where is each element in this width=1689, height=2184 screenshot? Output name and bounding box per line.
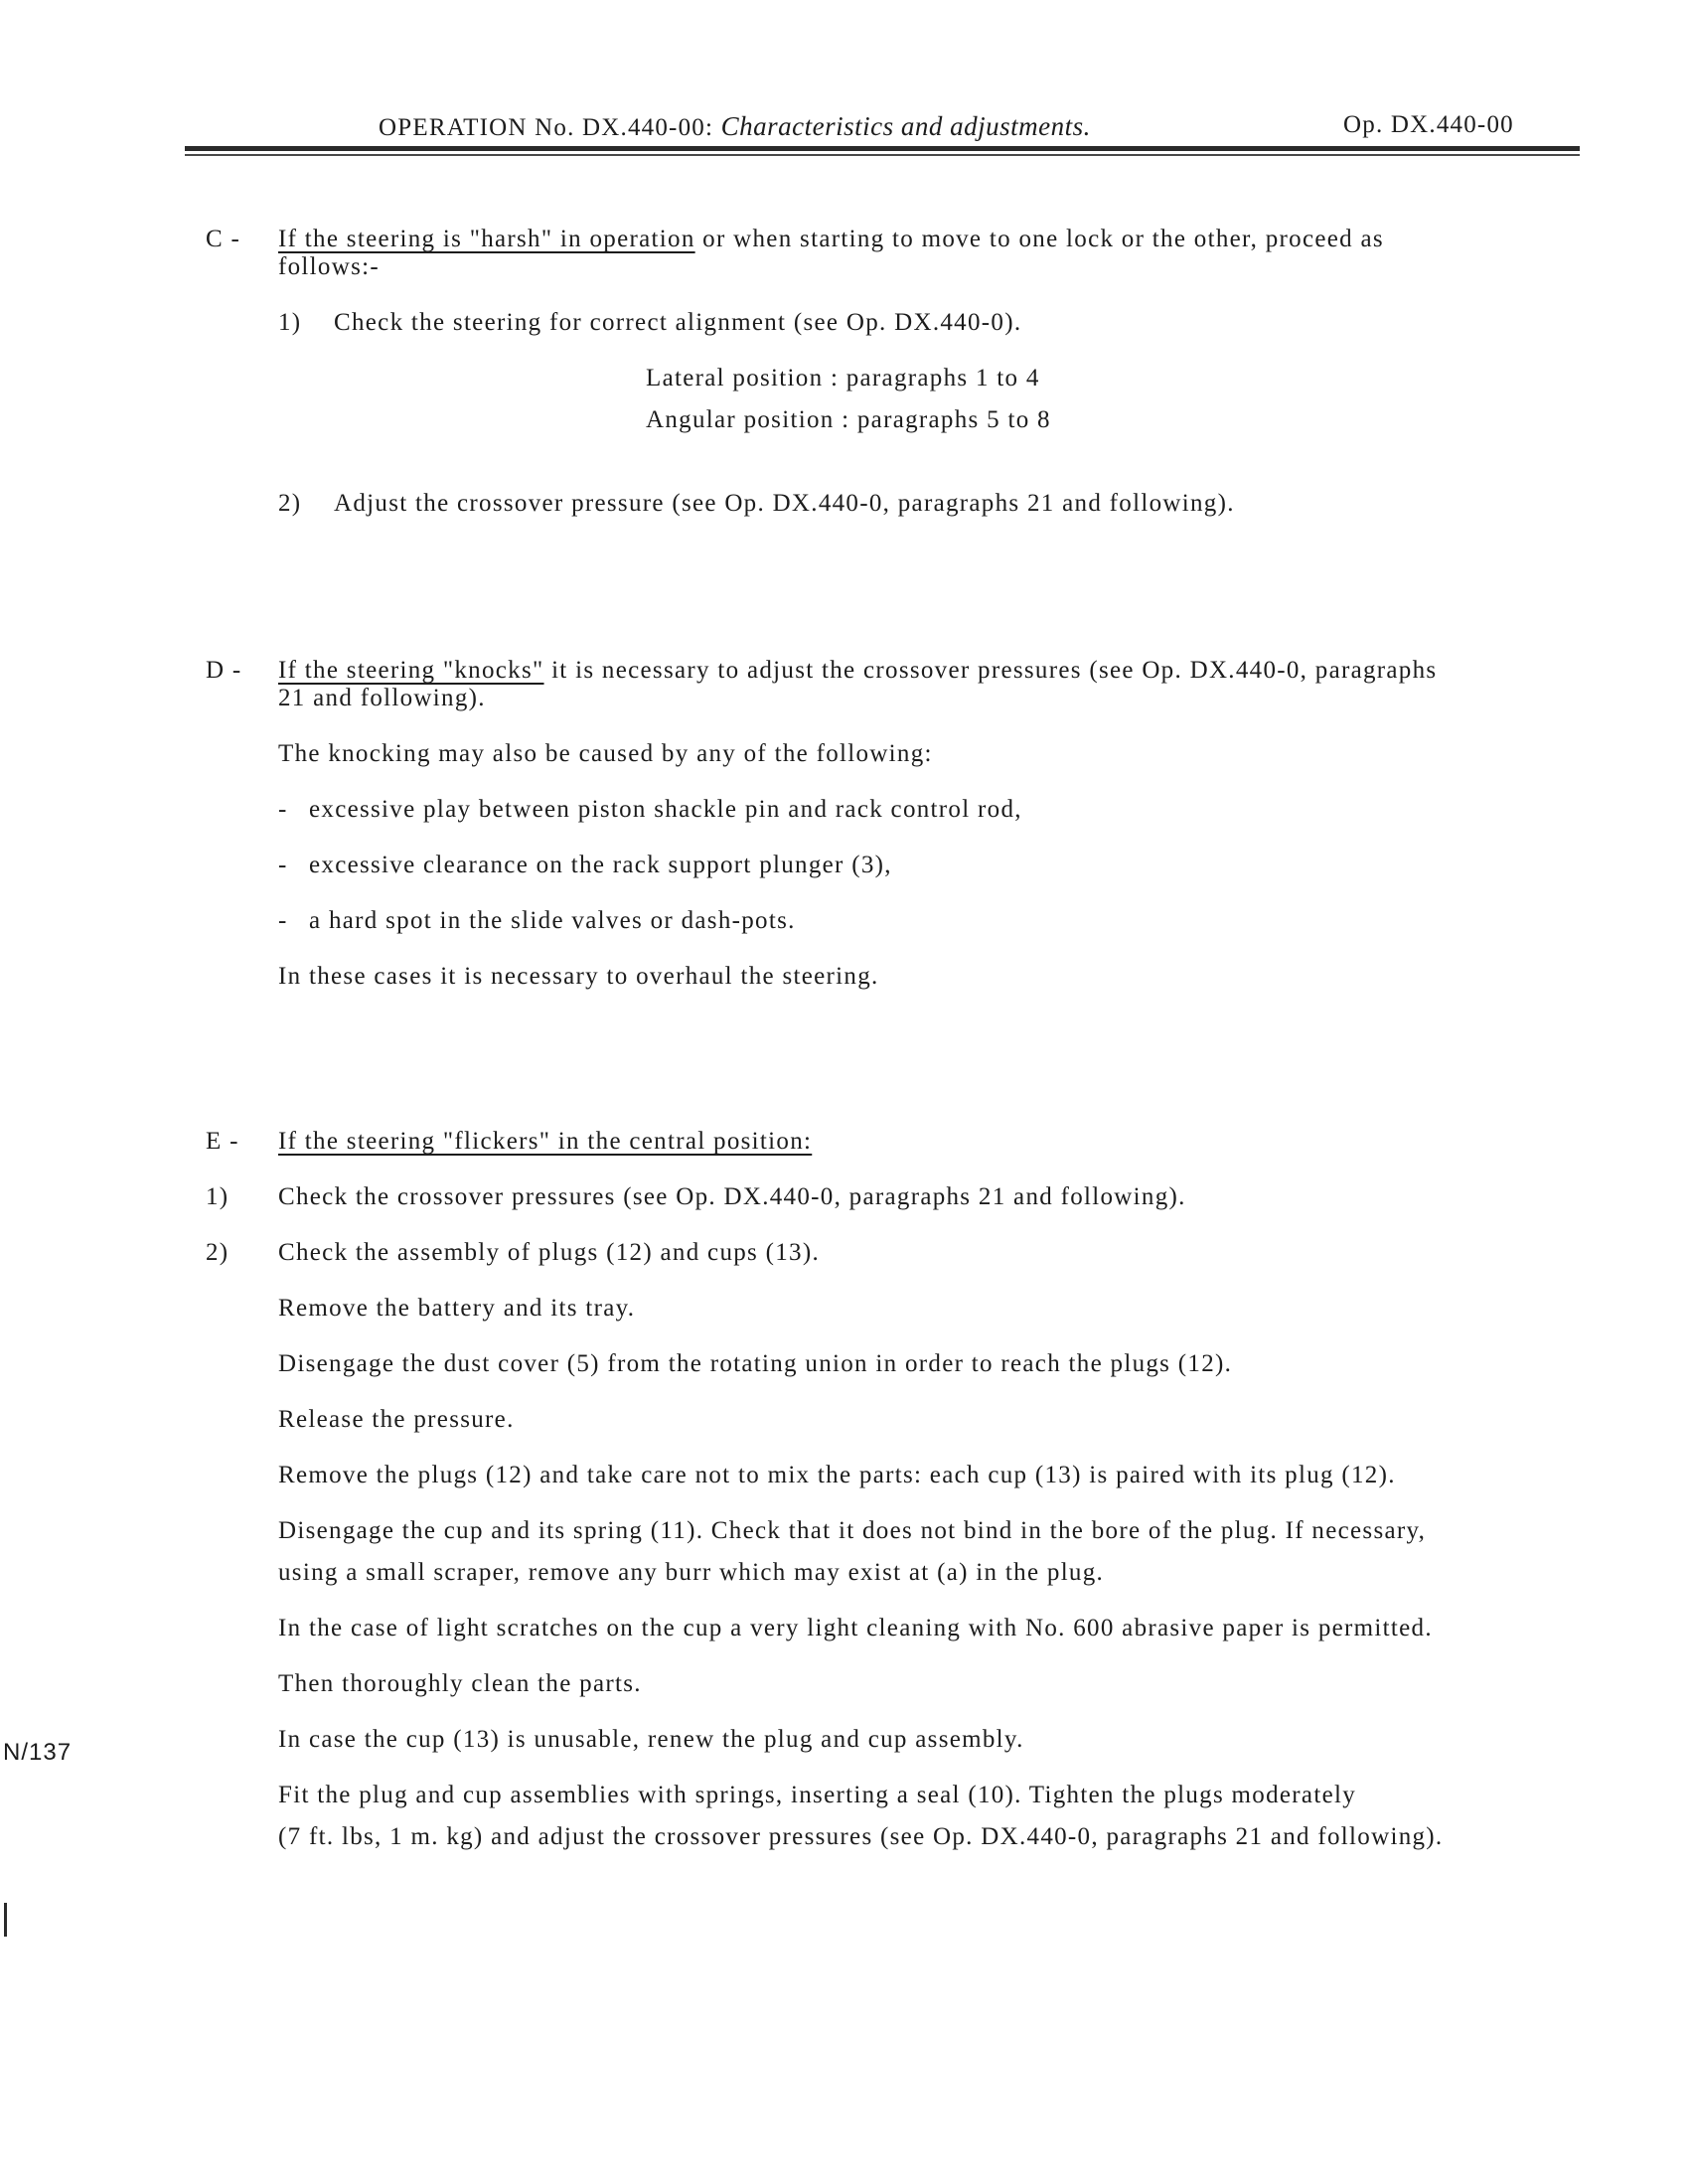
section-d-intro-line2: 21 and following). (278, 685, 486, 711)
section-c-step2-number: 2) (278, 490, 302, 517)
procedure-line: Disengage the cup and its spring (11). Check that it does not bind in the bore of the plug. If necessary, (278, 1517, 1427, 1544)
procedure-line: Then thoroughly clean the parts. (278, 1670, 642, 1697)
section-d-intro (278, 657, 1437, 685)
section-c-step1-text: Check the steering for correct alignment (see Op. DX.440-0). (334, 309, 1022, 336)
section-e-step2-text: Check the assembly of plugs (12) and cups (13). (278, 1239, 821, 1266)
section-c-intro (278, 226, 1384, 253)
section-e-letter: E - (206, 1128, 239, 1155)
section-c-step2-text: Adjust the crossover pressure (see Op. DX.440-0, paragraphs 21 and following). (334, 490, 1235, 517)
header-subtitle: Characteristics and adjustments. (720, 111, 1091, 141)
procedure-line: Remove the plugs (12) and take care not to mix the parts: each cup (13) is paired with its plug (12). (278, 1462, 1396, 1488)
procedure-line: Release the pressure. (278, 1406, 515, 1433)
header-rule-thin (185, 154, 1580, 156)
procedure-line: Remove the battery and its tray. (278, 1295, 636, 1322)
section-e-intro (278, 1128, 812, 1156)
header-title (379, 111, 1091, 142)
bullet-mark: - (278, 796, 288, 823)
procedure-line: Fit the plug and cup assemblies with springs, inserting a seal (10). Tighten the plugs moderately (278, 1782, 1357, 1808)
section-d-bullet-item: excessive play between piston shackle pin and rack control rod, (309, 796, 1022, 823)
angular-position-line: Angular position : paragraphs 5 to 8 (646, 406, 1051, 433)
section-c-intro-rest: or when starting to move to one lock or the other, proceed as (694, 226, 1384, 252)
lateral-position-line: Lateral position : paragraphs 1 to 4 (646, 365, 1040, 391)
section-e-step1-text: Check the crossover pressures (see Op. DX.440-0, paragraphs 21 and following). (278, 1183, 1186, 1210)
bullet-mark: - (278, 852, 288, 878)
section-d-bullet-item: excessive clearance on the rack support plunger (3), (309, 852, 892, 878)
margin-page-note: N/137 (3, 1739, 73, 1766)
section-d-bullet-item: a hard spot in the slide valves or dash-pots. (309, 907, 796, 934)
section-d-conclusion: In these cases it is necessary to overhaul the steering. (278, 963, 879, 990)
section-c-intro-underlined: If the steering is "harsh" in operation (278, 226, 695, 252)
procedure-line: (7 ft. lbs, 1 m. kg) and adjust the crossover pressures (see Op. DX.440-0, paragraphs 21 and following). (278, 1823, 1444, 1850)
section-e-step2-number: 2) (206, 1239, 230, 1266)
margin-bar (4, 1903, 7, 1937)
header-op-ref: Op. DX.440-00 (1343, 111, 1514, 138)
header-rule (185, 146, 1580, 151)
section-c-intro-line2: follows:- (278, 253, 380, 280)
procedure-line: In case the cup (13) is unusable, renew the plug and cup assembly. (278, 1726, 1024, 1753)
section-d-intro-rest: it is necessary to adjust the crossover pressures (see Op. DX.440-0, paragraphs (543, 657, 1438, 684)
procedure-line: Disengage the dust cover (5) from the rotating union in order to reach the plugs (12). (278, 1350, 1233, 1377)
section-e-intro-underlined: If the steering "flickers" in the central position: (278, 1128, 813, 1155)
section-d-letter: D - (206, 657, 242, 684)
section-d-intro-underlined: If the steering "knocks" (278, 657, 544, 684)
section-d-knocking-text: The knocking may also be caused by any of the following: (278, 740, 933, 767)
section-c-letter: C - (206, 226, 241, 252)
bullet-mark: - (278, 907, 288, 934)
procedure-line: In the case of light scratches on the cup a very light cleaning with No. 600 abrasive paper is permitted. (278, 1615, 1433, 1641)
procedure-line: using a small scraper, remove any burr which may exist at (a) in the plug. (278, 1559, 1105, 1586)
section-c-step1-number: 1) (278, 309, 302, 336)
header-operation: OPERATION No. DX.440-00: (379, 114, 721, 141)
section-e-step1-number: 1) (206, 1183, 230, 1210)
